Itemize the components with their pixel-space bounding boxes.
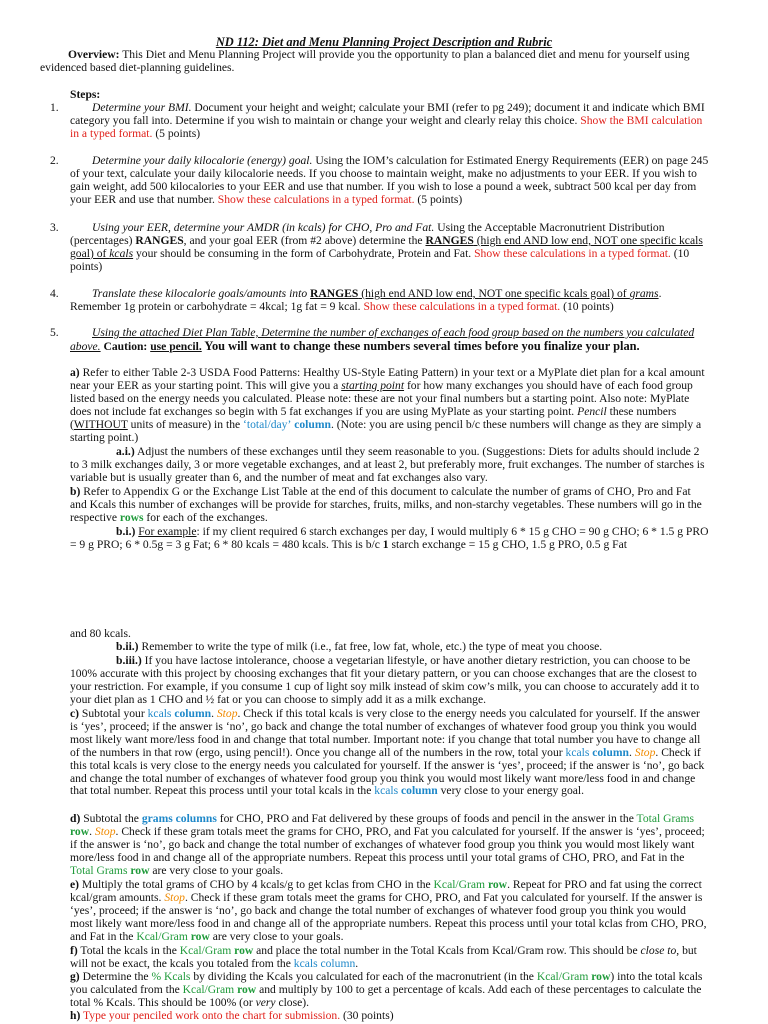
document-title: ND 112: Diet and Menu Planning Project Description and Rubric	[215, 35, 553, 49]
step-5f: f) Total the kcals in the Kcal/Gram row and place the total number in the Total Kcals from Kcal/Gram row. This should be close to, but will not be exact, the kcals you totaled from the kcals column.	[70, 944, 697, 970]
step-4: 4. Translate these kilocalorie goals/amounts into RANGES (high end AND low end, NOT one specific kcals goal) of grams. Remember 1g protein or carbohydrate = 4kcal; 1g fat = 9 kcal. Show these calculations in a typed format. (10 points)	[50, 287, 662, 313]
step-5b-i: b.i.) For example: if my client required 6 starch exchanges per day, I would multiply 6 * 15 g CHO = 90 g CHO; 6 * 1.5 g PRO = 9 g PRO; 6 * 0.5g = 3 g Fat; 6 * 80 kcals = 480 kcals. This is b/c 1 starch exchange = 15 g CHO, 1.5 g PRO, 0.5 g Fat	[70, 525, 709, 551]
continuation-text: and 80 kcals.	[70, 627, 131, 640]
step-5b: b) Refer to Appendix G or the Exchange List Table at the end of this document to calculate the number of grams of CHO, Pro and Fat and Kcals this number of exchanges will be provide for starches, fruits, milks, and non-starchy vegetables. These numbers will go in the respective rows for each of the exchanges.	[70, 485, 702, 524]
step-5: 5. Using the attached Diet Plan Table, Determine the number of exchanges of each food group based on the numbers you calculated above. Caution: use pencil. You will want to change these numbers several times before you finalize your plan.	[50, 326, 695, 353]
step-5e: e) Multiply the total grams of CHO by 4 kcals/g to get kclas from CHO in the Kcal/Gram row. Repeat for PRO and fat using the correct kcal/gram amounts. Stop. Check if these gram totals meet the grams for CHO, PRO, and Fat you calculated for yourself. If the answer is ‘yes’, proceed; if the answer is ‘no’, go back and change the total number of exchanges of whatever food group you think you would most likely want more/less food in and change all of the appropriate numbers. Repeat this process until your total kclas from CHO, PRO, and Fat in the Kcal/Gram row are very close to your goals.	[70, 878, 707, 943]
step-5a: a) Refer to either Table 2-3 USDA Food Patterns: Healthy US-Style Eating Pattern) in your text or a MyPlate diet plan for a kcal amount near your EER as your starting point. This will give you a starting point for how many exchanges you should have of each food group listed based on the energy needs you calculated. Please note: these are not your final numbers but a starting point. Also note: MyPlate does not include fat exchanges so begin with 5 fat exchanges if you are using MyPlate as your starting point. Pencil these numbers (WITHOUT units of measure) in the ‘total/day’ column. (Note: you are using pencil b/c these numbers will change as they are simply a starting point.)	[70, 366, 705, 444]
overview-paragraph: Overview: This Diet and Menu Planning Project will provide you the opportunity to plan a balanced diet and menu for yourself using evidenced based diet-planning guidelines.	[40, 48, 690, 74]
step-3: 3. Using your EER, determine your AMDR (in kcals) for CHO, Pro and Fat. Using the Acceptable Macronutrient Distribution (percentages) RANGES, and your goal EER (from #2 above) determine the RANGES (high end AND low end, NOT one specific kcals goal) of kcals your should be consuming in the form of Carbohydrate, Protein and Fat. Show these calculations in a typed format. (10 points)	[50, 221, 703, 273]
overview-label: Overview:	[68, 48, 120, 61]
step-5b-iii: b.iii.) If you have lactose intolerance, choose a vegetarian lifestyle, or have another dietary restriction, you can choose to be 100% accurate with this project by choosing exchanges that fit your dietary pattern, or you can choose exchanges that are the closest to your restriction. For example, if you consume 1 cup of light soy milk instead of skim cow’s milk, you can choose to accurately add it to your diet plan as 1 CHO and ½ fat or you can choose to simply add it as a milk exchange.	[70, 654, 700, 706]
step-5a-i: a.i.) Adjust the numbers of these exchanges until they seem reasonable to you. (Suggestions: Diets for adults should include 2 to 3 milk exchanges daily, 3 or more vegetable exchanges, and at least 2, but preferably more, fruit exchanges. The number of starches is variable but is usually greater than 6, and the number of meat and fat exchanges also vary.	[70, 445, 705, 484]
step-5c: c) Subtotal your kcals column. Stop. Check if this total kcals is very close to the energy needs you calculated for yourself. If the answer is ‘yes’, proceed; if the answer is ‘no’, go back and change the total number of exchanges of whatever food group you think you would most likely want more/less food in and change that total number. Important note: if you change that total number you have to change all of the numbers in that row (ergo, using pencil!). Once you change all of the numbers in the row, total your kcals column. Stop. Check if this total kcals is very close to the energy needs you calculated for yourself. If the answer is ‘yes’, proceed; if the answer is ‘no’, go back and change the total number of exchanges of whatever food group you think you would most likely want more/less food in and change that total number. Repeat this process until your total kcals in the kcals column very close to your energy goal.	[70, 707, 705, 798]
step-5d: d) Subtotal the grams columns for CHO, PRO and Fat delivered by these groups of foods and pencil in the answer in the Total Grams row. Stop. Check if these gram totals meet the grams for CHO, PRO, and Fat you calculated for yourself. If the answer is ‘yes’, proceed; if the answer is ‘no’, go back and change the total number of exchanges of whatever food group you think you would most likely want more/less food in and change all of the appropriate numbers. Repeat this process until your total grams of CHO, PRO, and Fat in the Total Grams row are very close to your goals.	[70, 812, 705, 877]
steps-heading: Steps:	[70, 88, 101, 101]
step-2: 2. Determine your daily kilocalorie (energy) goal. Using the IOM’s calculation for Estimated Energy Requirements (EER) on page 245 of your text, calculate your daily kilocalorie needs. If you choose to maintain weight, make no adjustments to your EER. If you wish to gain weight, add 500 kilocalories to your EER and use that number. If you wish to lose a pound a week, subtract 500 kcal per day from your EER and use that number. Show these calculations in a typed format. (5 points)	[50, 154, 709, 206]
step-5g: g) Determine the % Kcals by dividing the Kcals you calculated for each of the macronutrient (in the Kcal/Gram row) into the total kcals you calculated from the Kcal/Gram row and multiply by 100 to get a percentage of kcals. Add each of these percentages to calculate the total % Kcals. This should be 100% (or very close).	[70, 970, 703, 1009]
step-5b-ii: b.ii.) Remember to write the type of milk (i.e., fat free, low fat, whole, etc.) the type of meat you choose.	[116, 640, 603, 653]
step-1: 1. Determine your BMI. Document your height and weight; calculate your BMI (refer to pg 249); document it and indicate which BMI category you fall into. Determine if you wish to maintain or change your weight and clearly relay this choice. Show the BMI calculation in a typed format. (5 points)	[50, 101, 705, 140]
step-5h: h) Type your penciled work onto the chart for submission. (30 points)	[70, 1009, 394, 1022]
